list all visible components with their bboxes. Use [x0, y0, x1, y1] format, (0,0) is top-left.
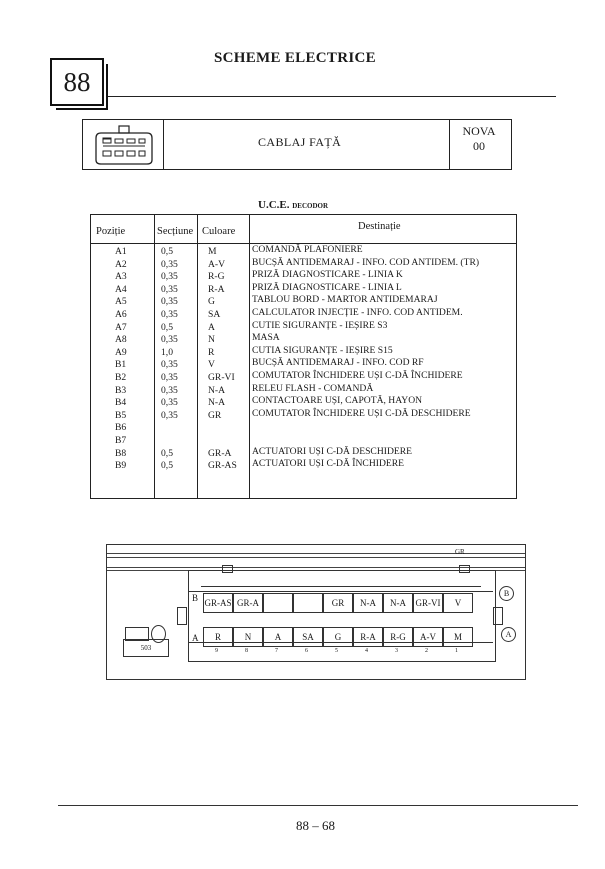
caption-main: U.C.E.	[258, 199, 290, 211]
pin-number: 2	[425, 648, 428, 654]
cablaj-title: CABLAJ FAȚĂ	[258, 135, 342, 149]
nova-number: 00	[473, 139, 485, 153]
cell-culoare: R	[208, 346, 215, 358]
nova-code	[455, 124, 503, 154]
pin-a2: A-V	[413, 627, 443, 647]
pin-b2: GR-VI	[413, 593, 443, 613]
top-rule	[108, 96, 556, 97]
cell-pozitie: A5	[115, 296, 127, 308]
pin-b3: N-A	[383, 593, 413, 613]
cell-culoare: G	[208, 296, 215, 308]
header-pozitie: Poziție	[96, 226, 126, 237]
cell-destinatie: ACTUATORI UȘI C-DĂ ÎNCHIDERE	[252, 458, 404, 470]
cell-pozitie: A8	[115, 334, 127, 346]
pin-number: 4	[365, 648, 368, 654]
cell-pozitie: B8	[115, 447, 127, 459]
cell-culoare: GR-AS	[208, 460, 237, 472]
pin-a7: A	[263, 627, 293, 647]
pin-b7	[263, 593, 293, 613]
pin-number: 6	[305, 648, 308, 654]
cell-destinatie: BUCȘĂ ANTIDEMARAJ - INFO. COD RF	[252, 357, 424, 369]
cell-pozitie: B6	[115, 422, 127, 434]
pin-a3: R-G	[383, 627, 413, 647]
cell-culoare: M	[208, 246, 217, 257]
pin-b4: N-A	[353, 593, 383, 613]
cell-pozitie: B3	[115, 384, 127, 396]
cell-sectiune: 0,5	[161, 447, 173, 459]
connector-tab-left	[222, 565, 233, 573]
pin-b5: GR	[323, 593, 353, 613]
cell-destinatie: PRIZĂ DIAGNOSTICARE - LINIA K	[252, 269, 403, 281]
pin-number: 5	[335, 648, 338, 654]
chapter-number-box	[50, 58, 104, 106]
header-sectiune: Secțiune	[157, 226, 194, 237]
pin-number: 3	[395, 648, 398, 654]
cell-sectiune: 0,35	[161, 258, 178, 270]
cell-culoare: A	[208, 321, 215, 333]
cell-pozitie: B4	[115, 397, 127, 409]
cell-culoare: A-V	[208, 258, 226, 270]
connector-latch-left	[177, 607, 187, 625]
cell-sectiune: 0,5	[161, 246, 173, 257]
cell-sectiune: 0,35	[161, 359, 178, 371]
connector-body	[188, 570, 496, 662]
cell-pozitie: B9	[115, 460, 127, 472]
cell-sectiune: 0,35	[161, 309, 178, 320]
cell-destinatie: ACTUATORI UȘI C-DĂ DESCHIDERE	[252, 445, 412, 457]
cell-pozitie: A1	[115, 246, 127, 257]
cell-culoare: GR-A	[208, 447, 232, 459]
page-number: 88 – 68	[296, 818, 335, 833]
pin-number: 7	[275, 648, 278, 654]
cell-pozitie: B5	[115, 409, 127, 421]
bottom-rule	[58, 805, 578, 806]
cell-sectiune: 0,35	[161, 384, 178, 396]
cell-sectiune: 0,5	[161, 321, 173, 333]
connector-503: 503	[123, 639, 169, 657]
cell-pozitie: A4	[115, 283, 127, 295]
cell-destinatie: BUCȘĂ ANTIDEMARAJ - INFO. COD ANTIDEM. (TR)	[252, 256, 480, 268]
cell-sectiune: 0,35	[161, 334, 178, 346]
cell-sectiune: 0,35	[161, 397, 178, 409]
cell-culoare: R-A	[208, 283, 225, 295]
cell-destinatie: CUTIE SIGURANȚE - IEȘIRE S3	[252, 319, 388, 331]
cell-sectiune: 0,35	[161, 409, 178, 421]
page-title: SCHEME ELECTRICE	[214, 50, 376, 66]
cell-culoare: N-A	[208, 397, 226, 409]
pin-a9: R	[203, 627, 233, 647]
cell-pozitie: A2	[115, 258, 127, 270]
cell-destinatie: CONTACTOARE UȘI, CAPOTĂ, HAYON	[252, 395, 423, 407]
pin-a8: N	[233, 627, 263, 647]
cell-sectiune: 0,35	[161, 283, 178, 295]
pin-a6: SA	[293, 627, 323, 647]
wire-label-gr: GR	[455, 548, 465, 556]
cell-sectiune: 1,0	[161, 346, 173, 358]
pin-b8: GR-A	[233, 593, 263, 613]
circle-b-marker: B	[499, 586, 514, 601]
chapter-number: 88	[63, 67, 91, 97]
cell-sectiune: 0,5	[161, 460, 173, 472]
row-b-letter: B	[192, 593, 199, 603]
header-destinatie: Destinație	[358, 221, 401, 232]
cell-pozitie: A3	[115, 271, 127, 283]
pin-table	[90, 214, 517, 499]
cell-culoare: R-G	[208, 271, 225, 283]
cell-destinatie: COMANDĂ PLAFONIERE	[252, 244, 363, 255]
pin-number: 1	[455, 648, 458, 654]
pin-b6	[293, 593, 323, 613]
cell-pozitie: A9	[115, 346, 127, 358]
cell-culoare: N	[208, 334, 215, 346]
cell-pozitie: B1	[115, 359, 127, 371]
cell-destinatie: CALCULATOR INJECȚIE - INFO. COD ANTIDEM.	[252, 307, 463, 318]
table-caption	[258, 199, 328, 211]
pin-number: 8	[245, 648, 248, 654]
cell-culoare: V	[208, 359, 215, 371]
cell-culoare: N-A	[208, 384, 226, 396]
circle-a-marker: A	[501, 627, 516, 642]
cell-pozitie: B2	[115, 372, 127, 383]
connector-tab-right	[459, 565, 470, 573]
nova-label: NOVA	[462, 124, 496, 138]
cell-pozitie: A7	[115, 321, 127, 333]
cell-sectiune: 0,35	[161, 271, 178, 283]
cell-culoare: GR	[208, 409, 222, 421]
pin-b1: V	[443, 593, 473, 613]
cell-destinatie: PRIZĂ DIAGNOSTICARE - LINIA L	[252, 281, 402, 293]
pin-a4: R-A	[353, 627, 383, 647]
cell-destinatie: RELEU FLASH - COMANDĂ	[252, 382, 374, 394]
cell-pozitie: A6	[115, 309, 127, 320]
caption-small: DECODOR	[292, 202, 329, 210]
header-culoare: Culoare	[202, 226, 236, 237]
pin-b9: GR-AS	[203, 593, 233, 613]
cell-destinatie: TABLOU BORD - MARTOR ANTIDEMARAJ	[252, 294, 438, 306]
cell-destinatie: COMUTATOR ÎNCHIDERE UȘI C-DĂ DESCHIDERE	[252, 407, 471, 419]
cell-sectiune: 0,35	[161, 296, 178, 308]
cell-destinatie: COMUTATOR ÎNCHIDERE UȘI C-DĂ ÎNCHIDERE	[252, 370, 463, 381]
connector-8-pin-icon	[93, 124, 155, 166]
row-a-letter: A	[192, 633, 199, 643]
pin-a1: M	[443, 627, 473, 647]
cell-culoare: GR-VI	[208, 372, 235, 383]
cell-pozitie: B7	[115, 435, 127, 446]
pin-a5: G	[323, 627, 353, 647]
pin-number: 9	[215, 648, 218, 654]
cell-destinatie: CUTIA SIGURANȚE - IEȘIRE S15	[252, 344, 393, 356]
cell-sectiune: 0,35	[161, 372, 178, 383]
cell-destinatie: MASA	[252, 332, 280, 344]
cell-culoare: SA	[208, 309, 221, 320]
